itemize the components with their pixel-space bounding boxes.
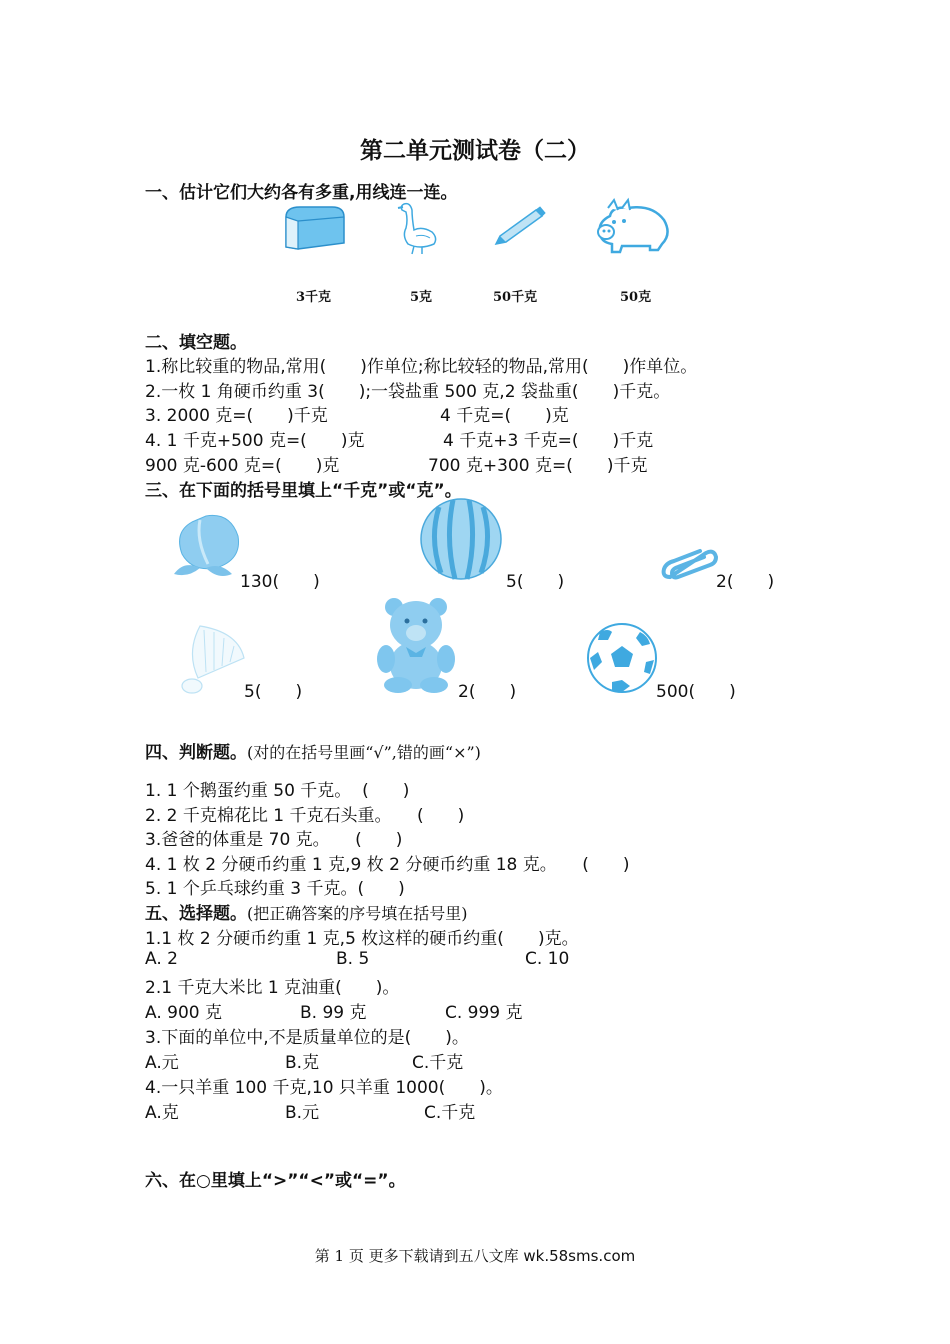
section4-heading: 四、判断题。(对的在括号里画“√”,错的画“×”): [145, 743, 481, 763]
fill-line-4a: 4. 1 千克+500 克=( )克: [145, 431, 365, 451]
judge-line-3: 3.爸爸的体重是 70 克。 ( ): [145, 830, 403, 850]
page-title: 第二单元测试卷（二）: [360, 137, 590, 164]
weight-option-4: 50克: [620, 290, 652, 305]
judge-line-2: 2. 2 千克棉花比 1 千克石头重。 ( ): [145, 806, 465, 826]
pencil-icon: [490, 204, 546, 248]
section1-heading: 一、估计它们大约各有多重,用线连一连。: [145, 183, 458, 203]
soccer-ball-icon: [586, 622, 658, 694]
fill-line-3b: 4 千克=( )克: [440, 406, 569, 426]
paperclip-icon: [660, 543, 718, 583]
choice-1-option-a: A. 2: [145, 949, 178, 969]
weight-option-2: 5克: [410, 290, 433, 305]
choice-3-option-b: B.克: [285, 1053, 320, 1073]
pig-icon: [592, 198, 672, 254]
judge-line-1: 1. 1 个鹅蛋约重 50 千克。 ( ): [145, 781, 410, 801]
judge-line-4: 4. 1 枚 2 分硬币约重 1 克,9 枚 2 分硬币约重 18 克。 ( ): [145, 855, 630, 875]
section4-note: (对的在括号里画“√”,错的画“×”): [247, 743, 481, 762]
judge-line-5: 5. 1 个乒乓球约重 3 千克。( ): [145, 879, 405, 899]
shuttlecock-icon: [176, 624, 246, 694]
peach-icon: [170, 510, 245, 580]
fill-line-5b: 700 克+300 克=( )千克: [428, 456, 648, 476]
fill-line-5a: 900 克-600 克=( )克: [145, 456, 340, 476]
section5-heading: 五、选择题。(把正确答案的序号填在括号里): [145, 904, 468, 924]
choice-2-option-a: A. 900 克: [145, 1003, 222, 1023]
section2-heading: 二、填空题。: [145, 333, 247, 353]
choice-4-option-a: A.克: [145, 1103, 179, 1123]
choice-question-1: 1.1 枚 2 分硬币约重 1 克,5 枚这样的硬币约重( )克。: [145, 929, 579, 949]
choice-question-2: 2.1 千克大米比 1 克油重( )。: [145, 978, 400, 998]
choice-4-option-b: B.元: [285, 1103, 320, 1123]
item-label-teddy-bear: 2( ): [458, 682, 517, 702]
watermelon-icon: [419, 497, 503, 581]
bread-icon: [282, 203, 346, 253]
fill-line-1: 1.称比较重的物品,常用( )作单位;称比较轻的物品,常用( )作单位。: [145, 357, 698, 377]
item-label-shuttlecock: 5( ): [244, 682, 303, 702]
section5-note: (把正确答案的序号填在括号里): [247, 904, 468, 923]
page-footer: 第 1 页 更多下载请到五八文库 wk.58sms.com: [314, 1247, 636, 1265]
choice-4-option-c: C.千克: [424, 1103, 476, 1123]
goose-icon: [396, 200, 440, 256]
choice-2-option-c: C. 999 克: [445, 1003, 523, 1023]
section6-heading: 六、在○里填上“>”“<”或“=”。: [145, 1171, 406, 1191]
teddy-bear-icon: [376, 597, 460, 693]
item-label-paperclip: 2( ): [716, 572, 775, 592]
weight-option-1: 3千克: [296, 290, 332, 305]
section3-heading: 三、在下面的括号里填上“千克”或“克”。: [145, 481, 462, 501]
choice-3-option-c: C.千克: [412, 1053, 464, 1073]
item-label-peach: 130( ): [240, 572, 320, 592]
choice-1-option-b: B. 5: [336, 949, 370, 969]
item-label-soccer-ball: 500( ): [656, 682, 736, 702]
choice-3-option-a: A.元: [145, 1053, 179, 1073]
choice-question-3: 3.下面的单位中,不是质量单位的是( )。: [145, 1028, 469, 1048]
choice-1-option-c: C. 10: [525, 949, 570, 969]
fill-line-4b: 4 千克+3 千克=( )千克: [443, 431, 654, 451]
item-label-watermelon: 5( ): [506, 572, 565, 592]
weight-option-3: 50千克: [493, 290, 538, 305]
fill-line-2: 2.一枚 1 角硬币约重 3( );一袋盐重 500 克,2 袋盐重( )千克。: [145, 382, 671, 402]
footer-site: wk.58sms.com: [523, 1247, 636, 1265]
choice-2-option-b: B. 99 克: [300, 1003, 367, 1023]
fill-line-3a: 3. 2000 克=( )千克: [145, 406, 328, 426]
choice-question-4: 4.一只羊重 100 千克,10 只羊重 1000( )。: [145, 1078, 503, 1098]
